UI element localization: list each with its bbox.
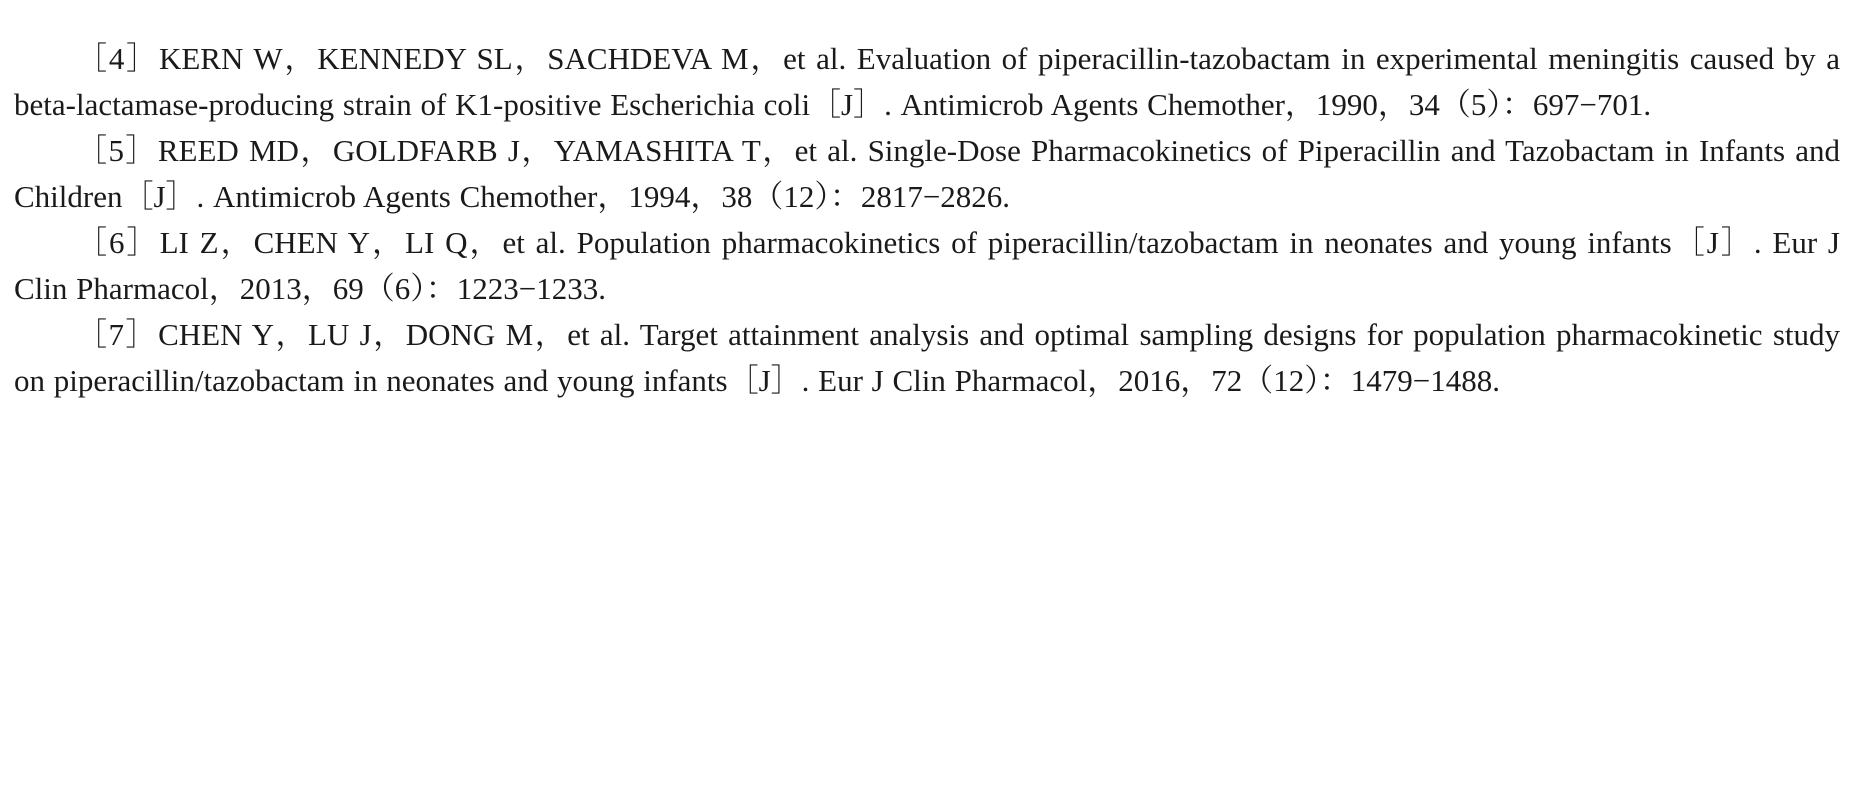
- reference-item-5: ［5］REED MD，GOLDFARB J，YAMASHITA T，et al. Single-Dose Pharmacokinetics of Piperacillin and Tazobactam in Infants and Children［J］. Antimicrob Agents Chemother，1994，38（12）：2817−2826.: [14, 133, 1840, 214]
- reference-list: [14, 36, 1840, 404]
- reference-item-7: ［7］CHEN Y，LU J，DONG M，et al. Target attainment analysis and optimal sampling designs for population pharmacokinetic study on piperacillin/tazobactam in neonates and young infants［J］. Eur J Clin Pharmacol，2016，72（12）：1479−1488.: [14, 317, 1840, 398]
- reference-item-6: ［6］LI Z，CHEN Y，LI Q，et al. Population pharmacokinetics of piperacillin/tazobactam in neonates and young infants［J］. Eur J Clin Pharmacol，2013，69（6）：1223−1233.: [14, 225, 1840, 306]
- reference-item-4: ［4］KERN W，KENNEDY SL，SACHDEVA M，et al. Evaluation of piperacillin-tazobactam in experimental meningitis caused by a beta-lactamase-producing strain of K1-positive Escherichia coli［J］. Antimicrob Agents Chemother，1990，34（5）：697−701.: [14, 41, 1840, 122]
